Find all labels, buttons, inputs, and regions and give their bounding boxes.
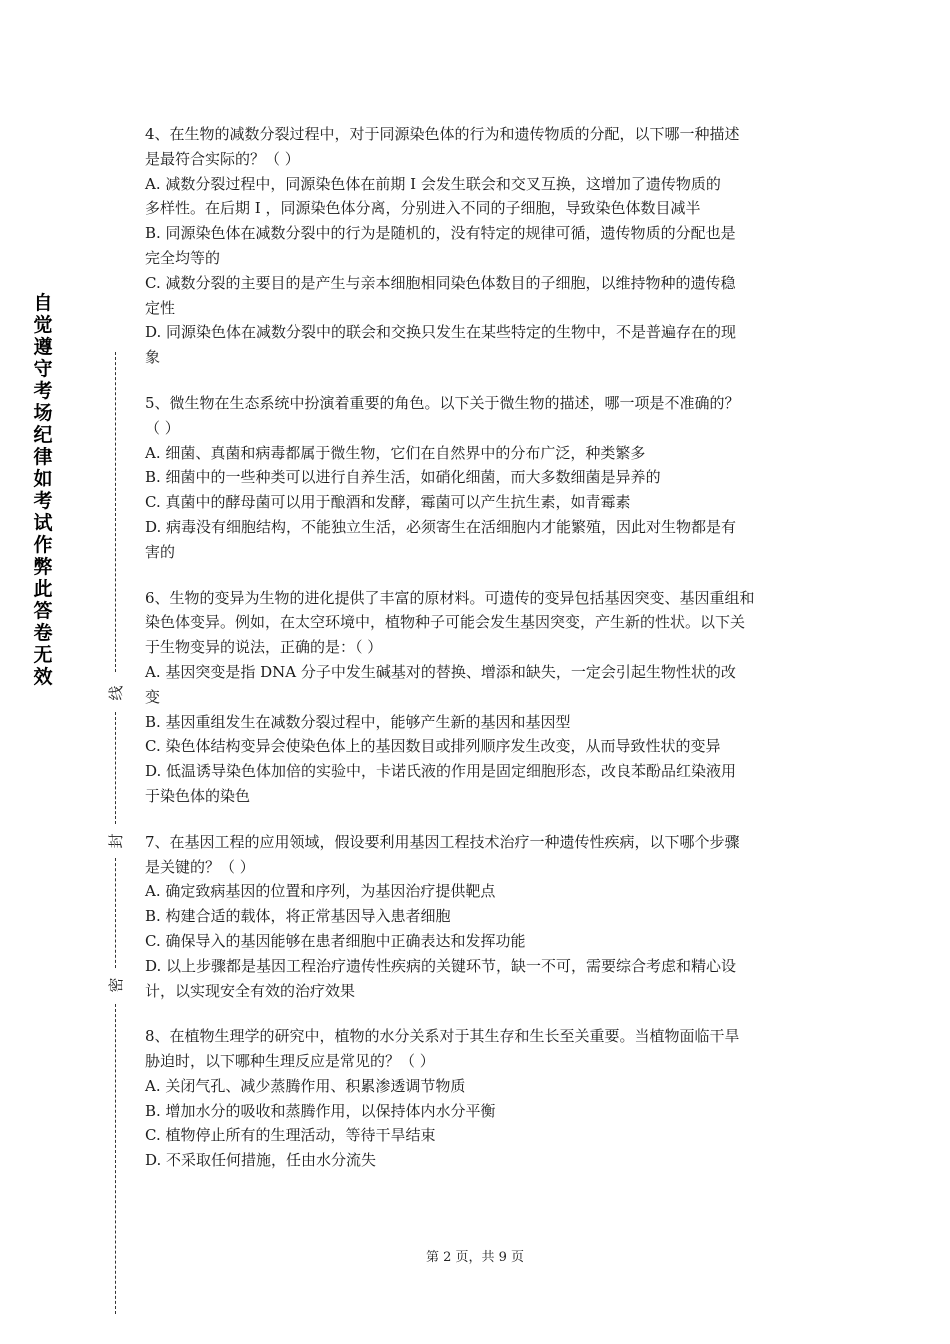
answer-option-line: A. 基因突变是指 DNA 分子中发生碱基对的替换、增添和缺失，一定会引起生物性状的改 [145, 662, 736, 681]
answer-option-line: B. 构建合适的载体，将正常基因导入患者细胞 [145, 907, 451, 926]
answer-option-b [145, 465, 815, 490]
question-stem-line: 染色体变异。例如，在太空环境中，植物种子可能会发生基因突变，产生新的性状。以下关 [145, 613, 746, 632]
answer-option-line: A. 细菌、真菌和病毒都属于微生物，它们在自然界中的分布广泛，种类繁多 [145, 443, 646, 462]
seal-line-segment-1 [115, 352, 116, 672]
answer-option-line: 害的 [145, 542, 176, 561]
answer-option-line: B. 同源染色体在减数分裂中的行为是随机的，没有特定的规律可循，遗传物质的分配也是 [145, 224, 736, 243]
answer-option-line: C. 染色体结构变异会使染色体上的基因数目或排列顺序发生改变，从而导致性状的变异 [145, 737, 721, 756]
page-footer: 第 2 页，共 9 页 [425, 1250, 525, 1265]
seal-mark-seal: 封 [107, 831, 125, 851]
question-8 [145, 1024, 815, 1173]
answer-option-a [145, 879, 815, 904]
question-4 [145, 122, 815, 370]
question-stem-line: 8、在植物生理学的研究中，植物的水分关系对于其生存和生长至关重要。当植物面临干旱 [145, 1027, 740, 1046]
answer-option-a [145, 441, 815, 466]
answer-option-d [145, 1148, 815, 1173]
answer-option-a [145, 660, 815, 710]
question-stem-line: 是关键的？（ ） [145, 857, 255, 876]
answer-option-line: B. 细菌中的一些种类可以进行自养生活，如硝化细菌，而大多数细菌是异养的 [145, 468, 661, 487]
answer-option-line: D. 以上步骤都是基因工程治疗遗传性疾病的关键环节，缺一不可，需要综合考虑和精心设 [145, 956, 737, 975]
answer-option-line: A. 确定致病基因的位置和序列，为基因治疗提供靶点 [145, 882, 496, 901]
answer-option-line: 多样性。在后期 I ，同源染色体分离，分别进入不同的子细胞，导致染色体数目减半 [145, 199, 701, 218]
answer-option-line: D. 低温诱导染色体加倍的实验中，卡诺氏液的作用是固定细胞形态，改良苯酚品红染液用 [145, 762, 737, 781]
question-stem-line: 于生物变异的说法，正确的是：（ ） [145, 638, 383, 657]
answer-option-line: 计，以实现安全有效的治疗效果 [145, 981, 356, 1000]
answer-option-line: D. 不采取任何措施，任由水分流失 [145, 1151, 377, 1170]
answer-option-b [145, 710, 815, 735]
answer-option-d [145, 515, 815, 565]
question-list [145, 122, 815, 1194]
answer-option-line: 完全均等的 [145, 248, 221, 267]
seal-line-segment-3 [115, 858, 116, 968]
question-stem-line: （ ） [145, 418, 180, 437]
answer-option-line: C. 确保导入的基因能够在患者细胞中正确表达和发挥功能 [145, 931, 526, 950]
answer-option-c [145, 490, 815, 515]
answer-option-line: D. 同源染色体在减数分裂中的联会和交换只发生在某些特定的生物中，不是普遍存在的现 [145, 323, 737, 342]
answer-option-b [145, 221, 815, 271]
answer-option-c [145, 271, 815, 321]
answer-option-line: C. 减数分裂的主要目的是产生与亲本细胞相同染色体数目的子细胞，以维持物种的遗传稳 [145, 273, 736, 292]
answer-option-line: 变 [145, 687, 161, 706]
answer-option-b [145, 1099, 815, 1124]
question-stem-line: 5、微生物在生态系统中扮演着重要的角色。以下关于微生物的描述，哪一项是不准确的？ [145, 393, 740, 412]
answer-option-a [145, 1074, 815, 1099]
answer-option-line: D. 病毒没有细胞结构，不能独立生活，必须寄生在活细胞内才能繁殖，因此对生物都是有 [145, 517, 737, 536]
seal-line-segment-2 [115, 712, 116, 824]
seal-mark-line: 线 [107, 683, 125, 703]
answer-option-line: A. 关闭气孔、减少蒸腾作用、积累渗透调节物质 [145, 1076, 466, 1095]
seal-mark-mi: 密 [107, 975, 125, 995]
answer-option-line: 于染色体的染色 [145, 786, 251, 805]
question-6 [145, 586, 815, 809]
exam-discipline-notice: 自觉遵守考场纪律如考试作弊此答卷无效 [33, 292, 53, 688]
question-stem-line: 6、生物的变异为生物的进化提供了丰富的原材料。可遗传的变异包括基因突变、基因重组和 [145, 588, 755, 607]
answer-option-c [145, 734, 815, 759]
question-stem-line: 4、在生物的减数分裂过程中，对于同源染色体的行为和遗传物质的分配，以下哪一种描述 [145, 125, 740, 143]
question-stem-line: 胁迫时，以下哪种生理反应是常见的？（ ） [145, 1052, 435, 1071]
answer-option-b [145, 904, 815, 929]
question-5 [145, 391, 815, 565]
answer-option-line: C. 真菌中的酵母菌可以用于酿酒和发酵，霉菌可以产生抗生素，如青霉素 [145, 493, 631, 512]
answer-option-a [145, 172, 815, 222]
answer-option-d [145, 954, 815, 1004]
answer-option-line: A. 减数分裂过程中，同源染色体在前期 I 会发生联会和交叉互换，这增加了遗传物质的 [145, 174, 721, 193]
answer-option-line: B. 基因重组发生在减数分裂过程中，能够产生新的基因和基因型 [145, 712, 571, 731]
answer-option-c [145, 929, 815, 954]
question-7 [145, 830, 815, 1004]
answer-option-d [145, 759, 815, 809]
answer-option-line: B. 增加水分的吸收和蒸腾作用，以保持体内水分平衡 [145, 1101, 496, 1120]
answer-option-c [145, 1123, 815, 1148]
answer-option-line: 象 [145, 348, 161, 367]
question-stem-line: 是最符合实际的？（ ） [145, 149, 300, 168]
answer-option-line: C. 植物停止所有的生理活动，等待干旱结束 [145, 1126, 436, 1145]
answer-option-d [145, 320, 815, 370]
question-stem-line: 7、在基因工程的应用领域，假设要利用基因工程技术治疗一种遗传性疾病，以下哪个步骤 [145, 832, 740, 851]
answer-option-line: 定性 [145, 298, 176, 317]
seal-line-segment-4 [115, 1004, 116, 1314]
